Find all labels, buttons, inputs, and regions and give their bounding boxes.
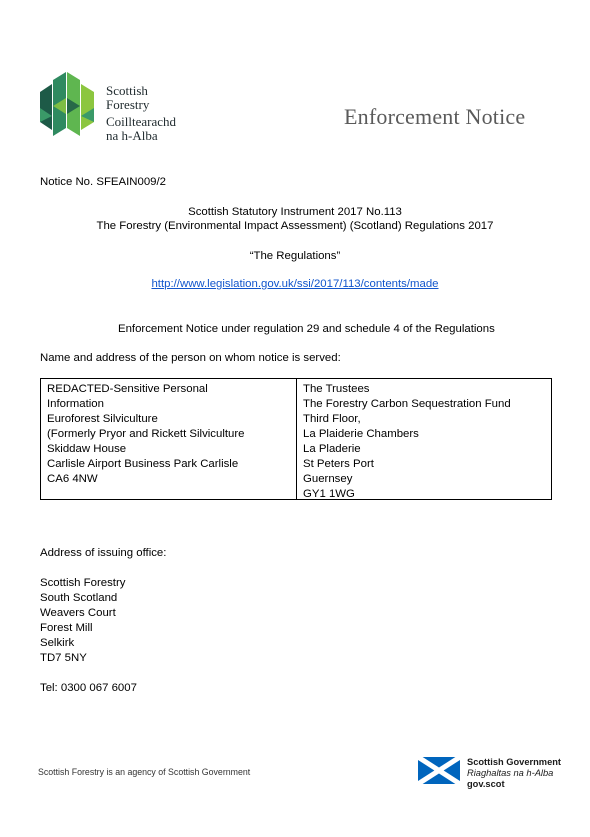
logo-text-forestry: Forestry — [106, 97, 150, 112]
saltire-flag-icon — [418, 757, 460, 784]
served-label: Name and address of the person on whom notice is served: — [40, 352, 341, 364]
agency-footer-note: Scottish Forestry is an agency of Scottish Government — [38, 767, 251, 777]
document-title: Enforcement Notice — [344, 104, 526, 129]
regulations-short-name: “The Regulations” — [249, 250, 341, 262]
address-line: La Pladerie — [303, 443, 361, 455]
issuing-office-line: Weavers Court — [40, 607, 116, 619]
issuing-office-line: TD7 5NY — [40, 652, 87, 664]
issuing-office-label: Address of issuing office: — [40, 547, 167, 559]
scottish-forestry-logo-icon — [38, 70, 96, 142]
legislation-link[interactable]: http://www.legislation.gov.uk/ssi/2017/113/contents/made — [151, 278, 439, 290]
logo-text-na-h-alba: na h-Alba — [106, 128, 158, 143]
address-line: The Forestry Carbon Sequestration Fund — [303, 398, 511, 410]
served-address-table — [40, 378, 552, 500]
instrument-line-2: The Forestry (Environmental Impact Assessment) (Scotland) Regulations 2017 — [96, 220, 494, 232]
address-line: La Plaiderie Chambers — [303, 428, 419, 440]
address-line: Euroforest Silviculture — [47, 413, 158, 425]
gov-name-english: Scottish Government — [467, 757, 562, 767]
address-line: Skiddaw House — [47, 443, 127, 455]
gov-website: gov.scot — [467, 779, 505, 789]
address-line: Information — [47, 398, 104, 410]
issuing-office-line: Scottish Forestry — [40, 577, 126, 589]
issuing-office-line: Forest Mill — [40, 622, 93, 634]
logo-text-coilltearachd: Coilltearachd — [106, 114, 177, 129]
logo-text-scottish: Scottish — [106, 83, 148, 98]
address-line: GY1 1WG — [303, 488, 355, 500]
notice-number: Notice No. SFEAIN009/2 — [40, 176, 166, 188]
address-line: Third Floor, — [303, 413, 361, 425]
issuing-office-line: Selkirk — [40, 637, 75, 649]
address-line: The Trustees — [303, 383, 370, 395]
issuing-office-line: South Scotland — [40, 592, 118, 604]
address-line: St Peters Port — [303, 458, 374, 470]
address-line: CA6 4NW — [47, 473, 98, 485]
address-line: Guernsey — [303, 473, 353, 485]
gov-name-gaelic: Riaghaltas na h-Alba — [467, 768, 554, 778]
served-address-left-cell — [41, 379, 297, 499]
address-line: (Formerly Pryor and Rickett Silviculture — [47, 428, 245, 440]
issuing-office-tel: Tel: 0300 067 6007 — [40, 682, 137, 694]
enforcement-statement: Enforcement Notice under regulation 29 and schedule 4 of the Regulations — [118, 323, 495, 335]
instrument-line-1: Scottish Statutory Instrument 2017 No.113 — [188, 206, 402, 218]
address-line: Carlisle Airport Business Park Carlisle — [47, 458, 239, 470]
served-address-right-cell — [297, 379, 551, 499]
address-line: REDACTED-Sensitive Personal — [47, 383, 208, 395]
